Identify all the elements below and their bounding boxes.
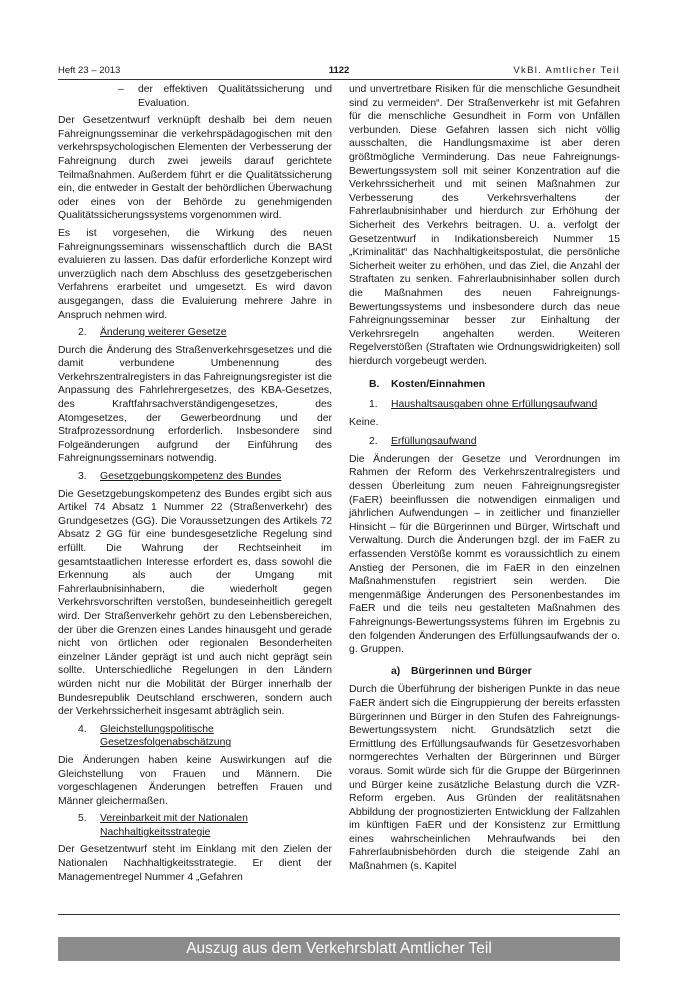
dash-text: der effektiven Qualitätssicherung und Evaluation. (138, 84, 332, 109)
section-heading-2: 2. Änderung weiterer Gesetze (78, 327, 227, 339)
section-body: Durch die Überführung der bisherigen Punkte in das neue FaER ändert sich die Eingruppierung der bereits erfassten Bürgerinnen und Bürger in den Stufen des Fahreignungs-Bewertungssystem nicht. Grundsätzlich setzt die Ermittlung des Erfüllungsaufwands für Gesetzesvorhaben normgerechtes Verhalten der Bürgerinnen und Bürger voraus. Somit würde sich für die Gruppe der Bürgerinnen und Bürger keine zusätzliche Belastung durch die VZR-Reform ergeben. Aus Gründen der realitätsnahen Abbildung der prognostizierten Entwicklung der Fallzahlen im künftigen FaER und der Konsistenz zur Ermittlung eines wahrscheinlichen Mehraufwands bei den Fahrerlaubnisbehörden durch die steigende Zahl an Maßnahmen (s. Kapitel (349, 684, 620, 873)
section-heading-5: 5. Vereinbarkeit mit der Nationalen Nachhaltigkeitsstrategie (78, 813, 248, 838)
subsection-heading-a: a) Bürgerinnen und Bürger (391, 665, 532, 677)
page-number: 1122 (328, 65, 350, 76)
publication-title: VkBl. Amtlicher Teil (513, 65, 620, 76)
section-heading-4: 4. Gleichstellungspolitische Gesetzesfolgenabschätzung (78, 723, 232, 749)
paragraph: Der Gesetzentwurf verknüpft deshalb bei dem neuen Fahreignungsseminar die verkehrspädagogischen mit den verkehrspsychologischen Elementen der Verbesserung der Fahreignung durch zwei jeweils darauf gerichtete Teilmaßnahmen. Außerdem führt er die Qualitätssicherung ein, die entweder in Gestalt der behördlichen Überwachung oder eines von der Behörde zu genehmigenden Qualitätssicherungssystems vorgenommen wird. (58, 115, 332, 222)
section-body: Die Änderungen der Gesetze und Verordnungen im Rahmen der Reform des Verkehrszentralregisters und dessen Überleitung zum neuen Fahreignungsregister (FaER) beeinflussen die notwendigen einmaligen und jährlichen Aufwendungen – in zeitlicher und finanzieller Hinsicht – für die Bürgerinnen und Bürger, Wirtschaft und Verwaltung. Durch die Änderungen bzgl. der im FaER zu erfassenden Verstöße kommt es voraussichtlich zu einem Anstieg der Personen, die im FaER in den einzelnen Maßnahmenstufen registriert sein werden. Die mengenmäßige Änderungen des Personenbestandes im FaER und die teils neu gestalteten Maßnahmen des Fahreignungs-Bewertungssystems führen im Ergebnis zu den folgenden Änderungen des Erfüllungsaufwands der o. g. Gruppen. (349, 453, 620, 656)
footer-rule (58, 914, 620, 915)
section-body: Keine. (349, 416, 379, 428)
subsection-heading-2: 2. Erfüllungsaufwand (369, 436, 477, 448)
left-column (58, 83, 332, 888)
paragraph: und unvertretbare Risiken für die menschliche Gesundheit sind zu vermeiden“. Der Straßenverkehr ist mit Gefahren für die menschliche Gesundheit in Form von Unfällen verbunden. Diese Gefahren lassen sich nicht völlig ausschalten, die Handlungsmaxime ist aber deren größtmögliche Verminderung. Das neue Fahreignungs-Bewertungssystem soll mit seiner Konzentration auf die Verkehrssicherheit und mit seinen Maßnahmen zur Verbesserung des Verkehrsverhaltens der Fahrerlaubnisinhaber und hierdurch zur Erhöhung der Sicherheit des Verkehrs beitragen. U. a. verfolgt der Gesetzentwurf in Indikationsbereich Nummer 15 „Kriminalität“ das Nachhaltigkeitspostulat, die persönliche Sicherheit weiter zu erhöhen, und das Ziel, die Anzahl der Straftaten zu senken. Fahrerlaubnisinhaber sollen durch die Maßnahmen des neuen Fahreignungs-Bewertungssystems und insbesondere durch das neue Fahreignungsseminar besser zur Einhaltung der Verkehrsregeln angehalten werden. Weiteren Regelverstößen (Straftaten wie Ordnungswidrigkeiten) soll hierdurch vorgebeugt werden. (349, 84, 620, 367)
right-column (349, 83, 620, 878)
dash-item: – der effektiven Qualitätssicherung und Evaluation. (118, 84, 332, 109)
section-heading-b: B. Kosten/Einnahmen (369, 379, 486, 391)
issue-label: Heft 23 – 2013 (58, 65, 121, 76)
section-body: Der Gesetzentwurf steht im Einklang mit den Zielen der Nationalen Nachhaltigkeitsstrategie. Er dient der Managementregel Nummer 4 „Gefahren (58, 844, 332, 883)
section-heading-3: 3. Gesetzgebungskompetenz des Bundes (78, 471, 282, 483)
section-body: Die Gesetzgebungskompetenz des Bundes ergibt sich aus Artikel 74 Absatz 1 Nummer 22 (Straßenverkehr) des Grundgesetzes (GG). Die Voraussetzungen des Artikels 72 Absatz 2 GG für eine bundesgesetzliche Regelung sind erfüllt. Die Wahrung der Rechtseinheit im gesamtstaatlichen Interesse erfordert es, dass sowohl die Erkennung als auch der Umgang mit Fahrerlaubnisinhabern, die wiederholt gegen Verkehrsvorschriften verstoßen, bundeseinheitlich geregelt wird. Der Straßenverkehr gehört zu den Lebensbereichen, der über die Grenzen eines Landes hinausgeht und gerade nicht von örtlichen oder regionalen Besonderheiten einzelner Länder geprägt ist und auch nicht geprägt sein sollte. Unterschiedliche Regelungen in den Ländern würden nicht nur die Mobilität der Bürger innerhalb der Bundesrepublik Deutschland erschweren, sondern auch der Verkehrssicherheit insgesamt abträglich sein. (58, 488, 332, 718)
section-body: Die Änderungen haben keine Auswirkungen auf die Gleichstellung von Frauen und Männern. Die vorgeschlagenen Änderungen betreffen Frauen und Männer gleichermaßen. (58, 754, 332, 807)
section-body: Durch die Änderung des Straßenverkehrsgesetzes und die damit verbundene Umbenennung des Verkehrszentralregisters in das Fahreignungsregister ist die Anpassung des Fahrlehrergesetzes, des KBA-Gesetzes, des Kraftfahrsachverständigengesetzes, des Atomgesetzes, der Gewerbeordnung und der Strafprozessordnung erforderlich. Insbesondere sind Folgeänderungen aufgrund der Einführung des Fahreignungsseminars notwendig. (58, 344, 332, 465)
header-rule (58, 79, 620, 80)
subsection-heading-1: 1. Haushaltsausgaben ohne Erfüllungsaufwand (369, 399, 598, 411)
footer-banner: Auszug aus dem Verkehrsblatt Amtlicher Teil (58, 937, 620, 961)
page-header (58, 65, 620, 79)
paragraph: Es ist vorgesehen, die Wirkung des neuen Fahreignungsseminars wissenschaftlich durch die BASt evaluieren zu lassen. Das dafür erforderliche Konzept wird unverzüglich nach dem Abschluss des gesetzgeberischen Verfahrens erarbeitet und umgesetzt. Es wird davon ausgegangen, dass die Evaluierung mehrere Jahre in Anspruch nehmen wird. (58, 227, 332, 321)
